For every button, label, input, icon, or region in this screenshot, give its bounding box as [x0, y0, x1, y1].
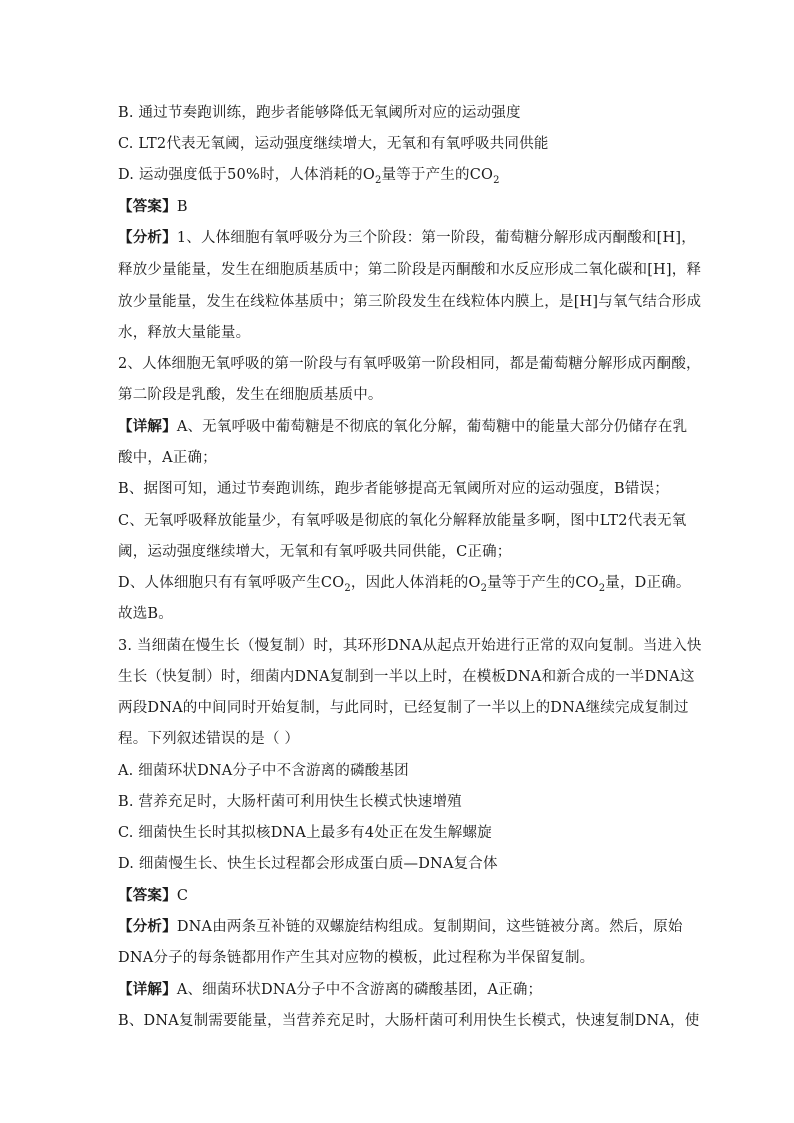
- q3-analysis-line-1: [118, 917, 688, 937]
- analysis-tag: 【分析】: [118, 229, 177, 246]
- q2-option-d-sub-2: 2: [493, 174, 500, 186]
- q3-stem-line-4: 程。下列叙述错误的是（ ）: [118, 731, 300, 747]
- q2-detail-line-7: 故选B。: [118, 606, 173, 622]
- answer-tag: 【答案】: [118, 887, 177, 904]
- q3-detail-line-2: B、DNA复制需要能量，当营养充足时，大肠杆菌可利用快生长模式，快速复制DNA，使: [118, 1013, 700, 1029]
- detail-6-text-1: D、人体细胞只有有氧呼吸产生CO: [118, 575, 345, 591]
- q2-analysis-line-5: 2、人体细胞无氧呼吸的第一阶段与有氧呼吸第一阶段相同，都是葡萄糖分解形成丙酮酸，: [118, 356, 701, 372]
- q3-stem-line-3: 两段DNA的中间同时开始复制，与此同时，已经复制了一半以上的DNA继续完成复制过: [118, 700, 689, 716]
- q3-analysis-line-2: DNA分子的每条链都用作产生其对应物的模板，此过程称为半保留复制。: [118, 950, 595, 966]
- detail-6-sub-2: 2: [480, 582, 488, 594]
- q2-option-d: [118, 165, 688, 185]
- q3-option-a: A. 细菌环状DNA分子中不含游离的磷酸基团: [118, 763, 409, 779]
- q2-option-d-text-1: D. 运动强度低于50%时，人体消耗的O: [118, 167, 375, 183]
- q3-answer: [118, 886, 688, 906]
- q3-detail-line-1: [118, 980, 688, 1000]
- q2-analysis-line-4: 水，释放大量能量。: [118, 325, 251, 341]
- q2-analysis-line-6: 第二阶段是乳酸，发生在细胞质基质中。: [118, 387, 383, 403]
- detail-tag: 【详解】: [118, 981, 177, 998]
- detail-6-sub-1: 2: [344, 582, 351, 594]
- q2-option-c: C. LT2代表无氧阈，运动强度继续增大，无氧和有氧呼吸共同供能: [118, 136, 549, 152]
- detail-6-text-3: 量等于产生的CO: [487, 575, 599, 591]
- q3-stem-line-2: 生长（快复制）时，细菌内DNA复制到一半以上时，在模板DNA和新合成的一半DNA这: [118, 669, 695, 685]
- answer-value: B: [176, 199, 188, 215]
- q3-option-b: B. 营养充足时，大肠杆菌可利用快生长模式快速增殖: [118, 794, 462, 810]
- analysis-tag: 【分析】: [118, 918, 177, 935]
- detail-6-text-2: ，因此人体消耗的O: [350, 575, 481, 591]
- detail-tag: 【详解】: [118, 418, 177, 435]
- q2-detail-line-3: B、据图可知，通过节奏跑训练，跑步者能够提高无氧阈所对应的运动强度，B错误；: [118, 481, 669, 497]
- detail-6-text-4: 量，D正确。: [605, 575, 691, 591]
- q2-option-b: B. 通过节奏跑训练，跑步者能够降低无氧阈所对应的运动强度: [118, 105, 521, 121]
- answer-tag: 【答案】: [118, 198, 177, 215]
- answer-value: C: [176, 888, 189, 904]
- q3-stem-line-1: 3. 当细菌在慢生长（慢复制）时，其环形DNA从起点开始进行正常的双向复制。当进入快: [118, 638, 702, 654]
- q3-option-d: D. 细菌慢生长、快生长过程都会形成蛋白质—DNA复合体: [118, 856, 498, 872]
- detail-text: A、无氧呼吸中葡萄糖是不彻底的氧化分解，葡萄糖中的能量大部分仍储存在乳: [176, 419, 688, 435]
- analysis-text: DNA由两条互补链的双螺旋结构组成。复制期间，这些链被分离。然后，原始: [176, 919, 683, 935]
- q2-analysis-line-2: 释放少量能量，发生在细胞质基质中；第二阶段是丙酮酸和水反应形成二氧化碳和[H]，释: [118, 262, 702, 278]
- q2-analysis-line-1: [118, 228, 696, 248]
- q2-analysis-line-3: 放少量能量，发生在线粒体基质中；第三阶段发生在线粒体内膜上，是[H]与氧气结合形成: [118, 294, 702, 310]
- analysis-text: 1、人体细胞有氧呼吸分为三个阶段：第一阶段，葡萄糖分解形成丙酮酸和[H]，: [176, 230, 696, 246]
- q2-option-d-sub-1: 2: [374, 174, 382, 186]
- q2-detail-line-5: 阈，运动强度继续增大，无氧和有氧呼吸共同供能，C正确；: [118, 544, 512, 560]
- q2-answer: [118, 197, 688, 217]
- q2-detail-line-6: [118, 573, 691, 594]
- detail-6-sub-3: 2: [598, 582, 606, 594]
- q2-detail-line-2: 酸中，A正确；: [118, 450, 217, 466]
- detail-text: A、细菌环状DNA分子中不含游离的磷酸基团，A正确；: [176, 982, 543, 998]
- q2-option-d-text-2: 量等于产生的CO: [381, 167, 494, 183]
- q2-detail-line-4: C、无氧呼吸释放能量少，有氧呼吸是彻底的氧化分解释放能量多啊，图中LT2代表无氧: [118, 513, 687, 529]
- q2-detail-line-1: [118, 417, 688, 437]
- q3-option-c: C. 细菌快生长时其拟核DNA上最多有4处正在发生解螺旋: [118, 825, 492, 841]
